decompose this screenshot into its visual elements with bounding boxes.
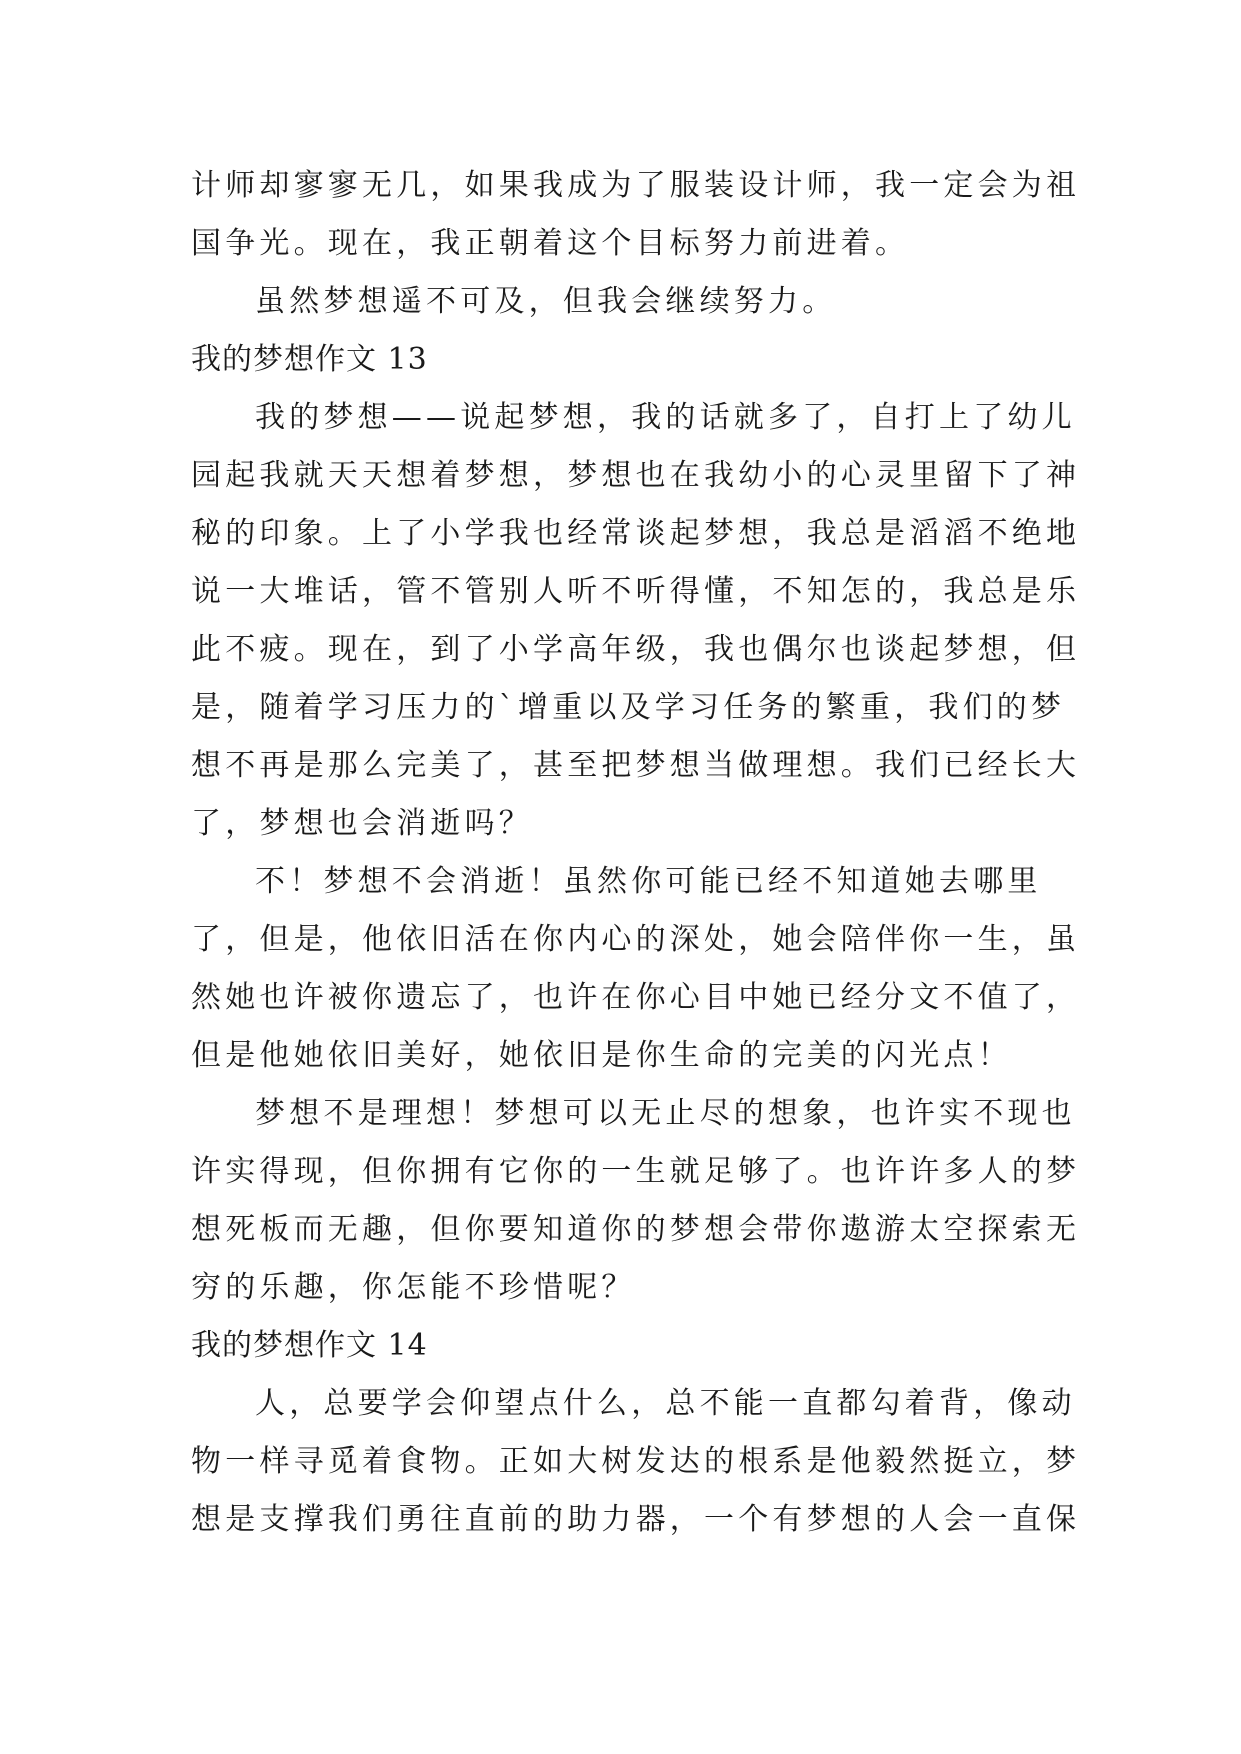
section-heading: 我的梦想作文 14 — [191, 1328, 428, 1363]
paragraph-start: 我的梦想——说起梦想，我的话就多了，自打上了幼儿 — [255, 400, 1076, 435]
text-line: 想不再是那么完美了，甚至把梦想当做理想。我们已经长大 — [191, 748, 1081, 783]
text-line: 了，但是，他依旧活在你内心的深处，她会陪伴你一生，虽 — [191, 922, 1081, 957]
text-line: 想死板而无趣，但你要知道你的梦想会带你遨游太空探索无 — [191, 1212, 1081, 1247]
text-line: 物一样寻觅着食物。正如大树发达的根系是他毅然挺立，梦 — [191, 1444, 1081, 1479]
paragraph-start: 梦想不是理想！梦想可以无止尽的想象，也许实不现也 — [255, 1096, 1076, 1131]
text-line: 许实得现，但你拥有它你的一生就足够了。也许许多人的梦 — [191, 1154, 1081, 1189]
text-line: 但是他她依旧美好，她依旧是你生命的完美的闪光点！ — [191, 1038, 1012, 1073]
text-line: 想是支撑我们勇往直前的助力器，一个有梦想的人会一直保 — [191, 1502, 1081, 1537]
section-heading: 我的梦想作文 13 — [191, 342, 428, 377]
text-line: 穷的乐趣，你怎能不珍惜呢？ — [191, 1270, 636, 1305]
text-line: 然她也许被你遗忘了，也许在你心目中她已经分文不值了， — [191, 980, 1081, 1015]
paragraph-start: 不！梦想不会消逝！虽然你可能已经不知道她去哪里 — [255, 864, 1042, 899]
paragraph-start: 虽然梦想遥不可及，但我会继续努力。 — [255, 284, 837, 319]
text-line: 国争光。现在，我正朝着这个目标努力前进着。 — [191, 226, 910, 261]
text-line: 园起我就天天想着梦想，梦想也在我幼小的心灵里留下了神 — [191, 458, 1081, 493]
text-line: 说一大堆话，管不管别人听不听得懂，不知怎的，我总是乐 — [191, 574, 1081, 609]
text-line: 了，梦想也会消逝吗？ — [191, 806, 533, 841]
text-line: 计师却寥寥无几，如果我成为了服装设计师，我一定会为祖 — [191, 168, 1081, 203]
text-line: 此不疲。现在，到了小学高年级，我也偶尔也谈起梦想，但 — [191, 632, 1081, 667]
text-line: 是，随着学习压力的`增重以及学习任务的繁重，我们的梦 — [191, 690, 1066, 725]
paragraph-start: 人，总要学会仰望点什么，总不能一直都勾着背，像动 — [255, 1386, 1076, 1421]
text-line: 秘的印象。上了小学我也经常谈起梦想，我总是滔滔不绝地 — [191, 516, 1081, 551]
